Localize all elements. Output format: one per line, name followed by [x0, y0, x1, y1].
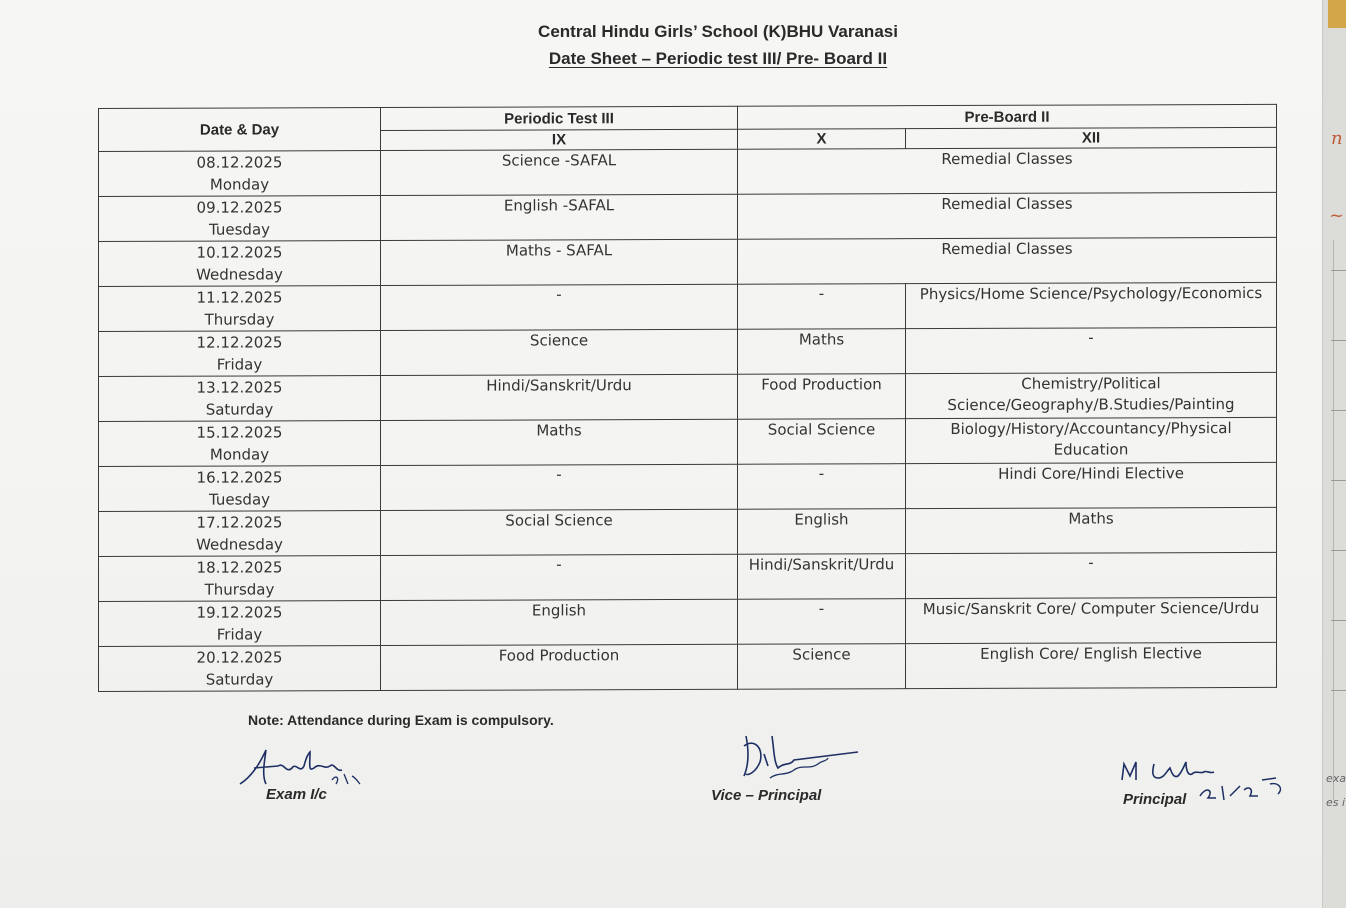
- remedial-cell: Remedial Classes: [738, 237, 1277, 284]
- table-row: [99, 552, 1277, 601]
- ix-cell: English -SAFAL: [381, 194, 738, 240]
- folder-tab: [1328, 0, 1346, 28]
- margin-rule: [1331, 410, 1346, 411]
- header-date-day: Date & Day: [99, 108, 381, 152]
- margin-mark: n: [1331, 128, 1343, 149]
- day-text: Saturday: [205, 670, 274, 689]
- remedial-cell: Remedial Classes: [738, 147, 1277, 194]
- remedial-cell: Remedial Classes: [738, 192, 1277, 239]
- ix-cell: Maths: [381, 419, 738, 465]
- attendance-note: Note: Attendance during Exam is compulsory.: [248, 712, 554, 728]
- day-text: Monday: [209, 445, 270, 464]
- day-text: Thursday: [204, 580, 275, 599]
- ix-cell: Science -SAFAL: [381, 149, 738, 195]
- day-text: Friday: [216, 625, 263, 644]
- date-text: 09.12.2025: [196, 198, 283, 217]
- date-day-cell: [99, 151, 381, 197]
- ix-cell: -: [381, 464, 738, 510]
- margin-rule: [1331, 480, 1346, 481]
- margin-rule: [1331, 270, 1346, 271]
- margin-mark: ~: [1329, 205, 1345, 226]
- day-text: Thursday: [204, 310, 275, 329]
- day-text: Wednesday: [196, 535, 283, 554]
- table-row: [99, 372, 1277, 421]
- xii-cell: Maths: [906, 507, 1277, 553]
- date-text: 19.12.2025: [196, 603, 283, 622]
- date-text: 17.12.2025: [196, 513, 283, 532]
- date-day-cell: [99, 331, 381, 377]
- margin-rule: [1331, 690, 1346, 691]
- xii-cell: Chemistry/Political Science/Geography/B.Studies/Painting: [906, 372, 1277, 418]
- adjacent-page-edge: [1322, 0, 1346, 908]
- x-cell: Maths: [738, 329, 906, 375]
- header-pre-board: Pre-Board II: [738, 104, 1277, 129]
- margin-text: es i: [1326, 796, 1346, 809]
- date-text: 15.12.2025: [196, 423, 283, 442]
- margin-rule: [1331, 550, 1346, 551]
- margin-rule: [1331, 340, 1346, 341]
- xii-cell: Music/Sanskrit Core/ Computer Science/Urdu: [906, 597, 1277, 643]
- table-row: [99, 147, 1277, 196]
- xii-cell: Physics/Home Science/Psychology/Economics: [906, 282, 1277, 328]
- x-cell: -: [738, 464, 906, 510]
- header-class-ix: IX: [381, 129, 738, 150]
- principal-label: Principal: [1123, 791, 1187, 808]
- header-periodic-test: Periodic Test III: [381, 106, 738, 130]
- table-row: [99, 507, 1277, 556]
- date-text: 20.12.2025: [196, 648, 283, 667]
- xii-cell: -: [906, 327, 1277, 373]
- margin-rule: [1333, 240, 1334, 800]
- x-cell: Hindi/Sanskrit/Urdu: [738, 554, 906, 600]
- ix-cell: -: [381, 284, 738, 330]
- date-day-cell: [99, 286, 381, 332]
- day-text: Monday: [209, 175, 270, 194]
- x-cell: -: [738, 284, 906, 330]
- xii-cell: -: [906, 552, 1277, 598]
- table-row: [99, 597, 1277, 646]
- table-row: [99, 462, 1277, 511]
- vice-principal-signature-scribble: [738, 732, 864, 784]
- date-text: 10.12.2025: [196, 243, 283, 262]
- x-cell: Social Science: [738, 419, 906, 465]
- date-sheet-subtitle: Date Sheet – Periodic test III/ Pre- Board II: [548, 49, 888, 68]
- table-row: [99, 282, 1277, 331]
- ix-cell: Social Science: [381, 509, 738, 555]
- ix-cell: Hindi/Sanskrit/Urdu: [381, 374, 738, 420]
- date-day-cell: [99, 241, 381, 287]
- date-day-cell: [99, 196, 381, 242]
- ix-cell: English: [381, 599, 738, 645]
- x-cell: -: [738, 599, 906, 645]
- day-text: Tuesday: [208, 490, 271, 509]
- date-text: 11.12.2025: [196, 288, 283, 307]
- day-text: Saturday: [205, 400, 274, 419]
- date-day-cell: [99, 376, 381, 422]
- header-class-xii: XII: [906, 127, 1277, 148]
- x-cell: English: [738, 509, 906, 555]
- x-cell: Science: [738, 644, 906, 690]
- exam-incharge-label: Exam I/c: [266, 786, 327, 803]
- table-row: [99, 327, 1277, 376]
- day-text: Friday: [216, 355, 263, 374]
- date-text: 13.12.2025: [196, 378, 283, 397]
- date-text: 12.12.2025: [196, 333, 283, 352]
- xii-cell: Biology/History/Accountancy/Physical Education: [906, 417, 1277, 463]
- margin-rule: [1331, 620, 1346, 621]
- date-day-cell: [99, 601, 381, 647]
- date-day-cell: [99, 556, 381, 602]
- date-day-cell: [99, 511, 381, 557]
- xii-cell: English Core/ English Elective: [906, 642, 1277, 688]
- table-row: [99, 192, 1277, 241]
- date-text: 18.12.2025: [196, 558, 283, 577]
- day-text: Tuesday: [208, 220, 271, 239]
- school-name: Central Hindu Girls’ School (K)BHU Varanasi: [538, 22, 898, 41]
- table-row: [99, 417, 1277, 466]
- date-text: 16.12.2025: [196, 468, 283, 487]
- table-row: [99, 642, 1277, 691]
- date-sheet-table: [98, 104, 1277, 692]
- date-day-cell: [99, 466, 381, 512]
- date-day-cell: [99, 646, 381, 692]
- ix-cell: Maths - SAFAL: [381, 239, 738, 285]
- date-day-cell: [99, 421, 381, 467]
- date-text: 08.12.2025: [196, 153, 283, 172]
- vice-principal-label: Vice – Principal: [711, 787, 822, 804]
- ix-cell: -: [381, 554, 738, 600]
- table-row: [99, 237, 1277, 286]
- ix-cell: Science: [381, 329, 738, 375]
- margin-text: exa: [1326, 772, 1346, 785]
- x-cell: Food Production: [738, 374, 906, 420]
- ix-cell: Food Production: [381, 644, 738, 690]
- xii-cell: Hindi Core/Hindi Elective: [906, 462, 1277, 508]
- day-text: Wednesday: [196, 265, 283, 284]
- header-class-x: X: [738, 129, 906, 150]
